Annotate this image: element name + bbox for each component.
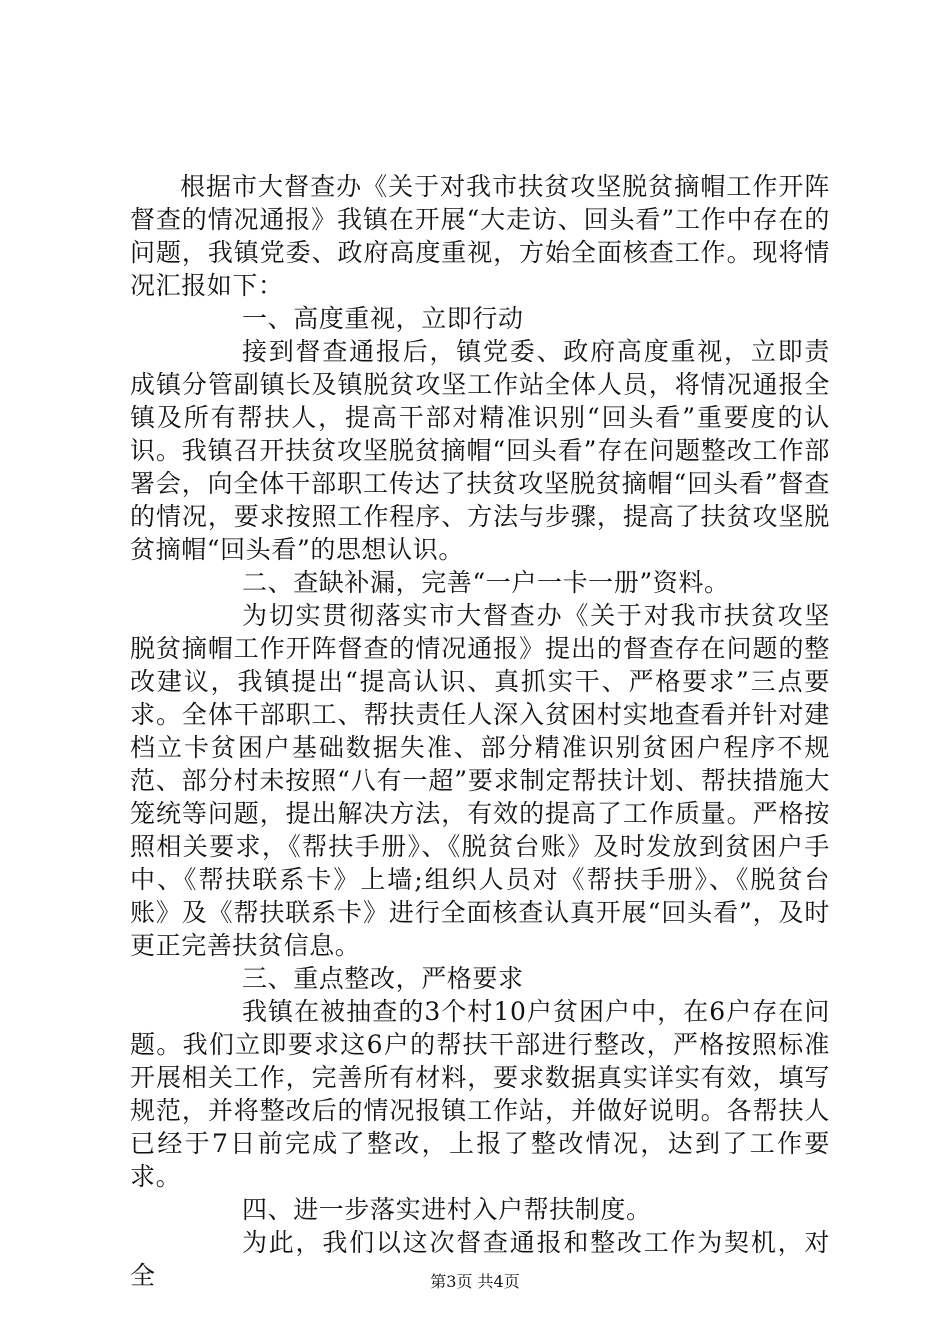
section-body-3: 我镇在被抽查的3个村10户贫困户中，在6户存在问题。我们立即要求这6户的帮扶干部进行整改，严格按照标准开展相关工作，完善所有材料，要求数据真实详实有效，填写规范，并将整改后的情况报镇工作站，并做好说明。各帮扶人已经于7日前完成了整改，上报了整改情况，达到了工作要求。 <box>130 997 830 1191</box>
section-body-1: 接到督查通报后，镇党委、政府高度重视，立即责成镇分管副镇长及镇脱贫攻坚工作站全体人员，将情况通报全镇及所有帮扶人，提高干部对精准识别“回头看”重要度的认识。我镇召开扶贫攻坚脱贫摘帽“回头看”存在问题整改工作部署会，向全体干部职工传达了扶贫攻坚脱贫摘帽“回头看”督查的情况，要求按照工作程序、方法与步骤，提高了扶贫攻坚脱贫摘帽“回头看”的思想认识。 <box>130 337 830 564</box>
section-heading-1: 一、高度重视，立即行动 <box>242 304 524 333</box>
document-body <box>130 170 830 1292</box>
section-heading-3: 三、重点整改，严格要求 <box>242 964 524 993</box>
section-heading-2: 二、查缺补漏，完善“一户一卡一册”资料。 <box>242 568 730 597</box>
section-heading-4: 四、进一步落实进村入户帮扶制度。 <box>242 1195 652 1224</box>
intro-paragraph: 根据市大督查办《关于对我市扶贫攻坚脱贫摘帽工作开阵督查的情况通报》我镇在开展“大走访、回头看”工作中存在的问题，我镇党委、政府高度重视，方始全面核查工作。现将情况汇报如下： <box>130 172 830 300</box>
section-body-2: 为切实贯彻落实市大督查办《关于对我市扶贫攻坚脱贫摘帽工作开阵督查的情况通报》提出的督查存在问题的整改建议，我镇提出“提高认识、真抓实干、严格要求”三点要求。全体干部职工、帮扶责任人深入贫困村实地查看并针对建档立卡贫困户基础数据失准、部分精准识别贫困户程序不规范、部分村未按照“八有一超”要求制定帮扶计划、帮扶措施大笼统等问题，提出解决方法，有效的提高了工作质量。严格按照相关要求，《帮扶手册》、《脱贫台账》及时发放到贫困户手中、《帮扶联系卡》上墙;组织人员对《帮扶手册》、《脱贫台账》及《帮扶联系卡》进行全面核查认真开展“回头看”，及时更正完善扶贫信息。 <box>130 601 830 960</box>
page-number-footer: 第3页 共4页 <box>430 1272 520 1291</box>
section-body-4: 为此，我们以这次督查通报和整改工作为契机，对全 <box>130 1228 830 1290</box>
